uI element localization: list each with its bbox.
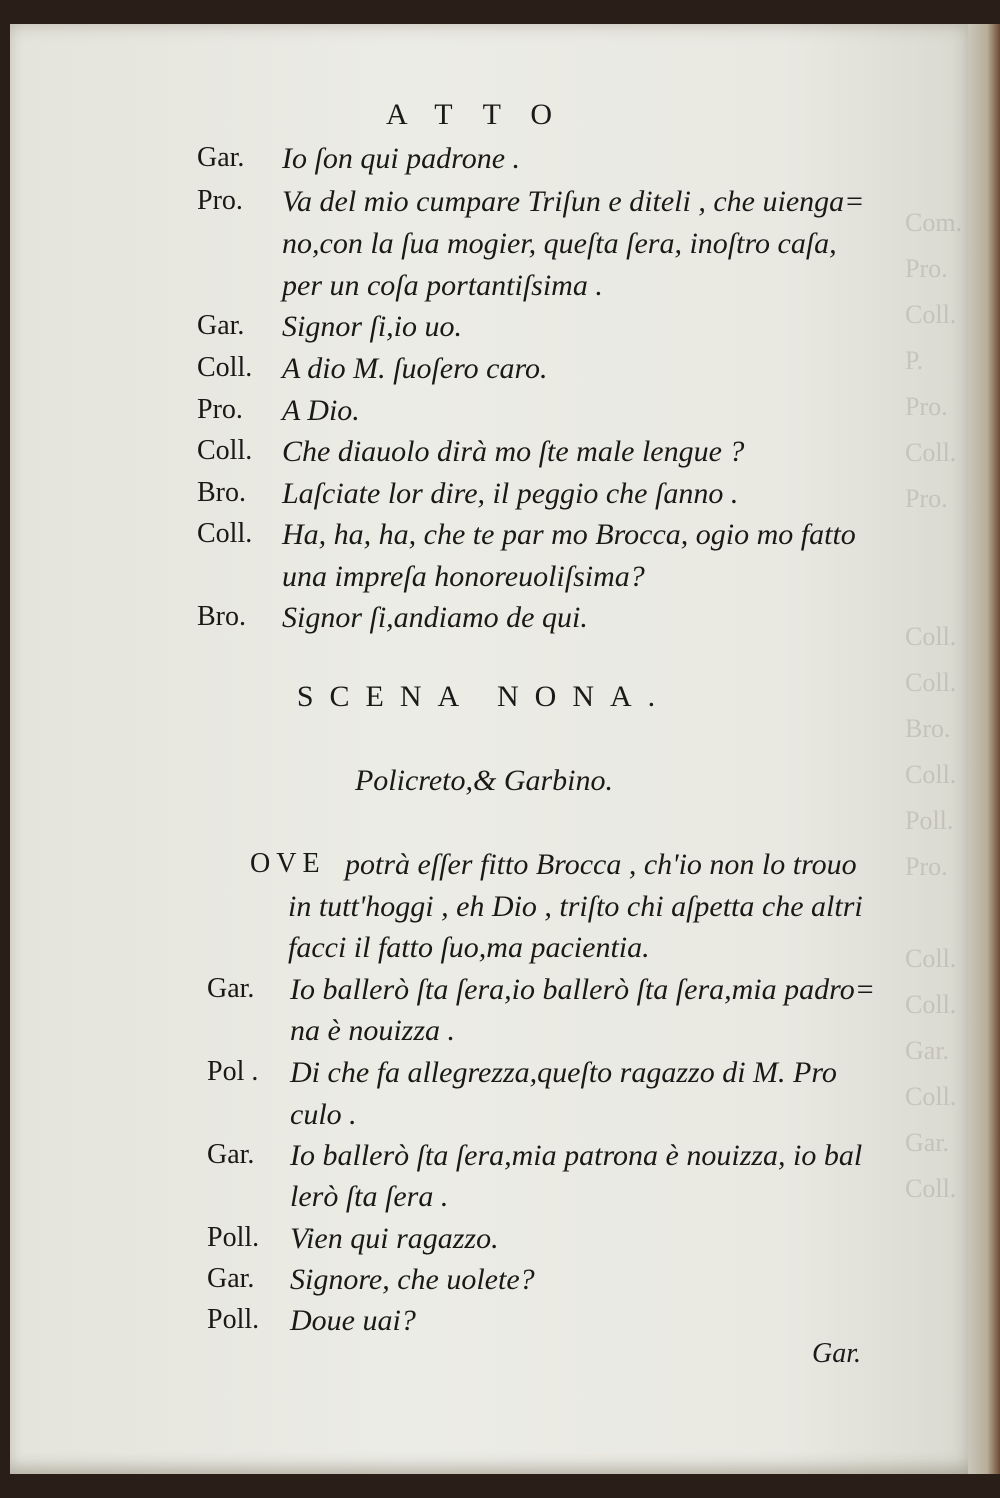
speaker-label: Pro. bbox=[197, 394, 243, 425]
speaker-label: Gar. bbox=[207, 1263, 255, 1294]
scene-characters: Policreto,& Garbino. bbox=[354, 764, 614, 797]
dialogue-line: Che diauolo dirà mo ſte male lengue ? bbox=[282, 435, 745, 468]
show-through-text: Com. Pro. Coll. P. Pro. Coll. Pro. Coll. Coll. Bro. Coll. Poll. Pro. Coll. Coll. Gar. Coll. Gar. Coll. bbox=[905, 208, 963, 1203]
dialogue-line: in tutt'hoggi , eh Dio , triſto chi aſpetta che altri bbox=[288, 890, 863, 923]
drop-cap: OVE bbox=[250, 848, 326, 879]
speaker-label: Gar. bbox=[197, 142, 245, 173]
dialogue-line: Signor ſi,andiamo de qui. bbox=[282, 601, 588, 634]
speaker-label: Pol . bbox=[207, 1056, 259, 1087]
dialogue-line: una impreſa honoreuoliſsima? bbox=[282, 560, 645, 593]
speaker-label: Gar. bbox=[197, 310, 245, 341]
speaker-label: Bro. bbox=[197, 601, 246, 632]
scene-title: SCENA NONA. bbox=[296, 680, 672, 713]
dialogue-line: Signore, che uolete? bbox=[290, 1263, 535, 1296]
dialogue-line: no,con la ſua mogier, queſta ſera, inoſtro caſa, bbox=[282, 227, 837, 260]
dialogue-line: Doue uai? bbox=[290, 1304, 416, 1337]
speaker-label: Bro. bbox=[197, 477, 246, 508]
running-header: ATTO bbox=[385, 98, 583, 131]
dialogue-line: facci il fatto ſuo,ma pacientia. bbox=[288, 931, 650, 964]
speaker-label: Poll. bbox=[207, 1304, 260, 1335]
speaker-label: Coll. bbox=[197, 435, 253, 466]
speaker-label: Gar. bbox=[207, 973, 255, 1004]
dialogue-line: Va del mio cumpare Triſun e diteli , che uienga= bbox=[282, 185, 865, 218]
dialogue-line: lerò ſta ſera . bbox=[290, 1180, 449, 1213]
dialogue-line: Signor ſi,io uo. bbox=[282, 310, 463, 343]
catchword: Gar. bbox=[812, 1338, 862, 1369]
dialogue-line: per un coſa portantiſsima . bbox=[282, 269, 603, 302]
speaker-label: Coll. bbox=[197, 518, 253, 549]
dialogue-line: na è nouizza . bbox=[290, 1014, 455, 1047]
dialogue-line: Io ſon qui padrone . bbox=[282, 142, 521, 175]
dialogue-line: culo . bbox=[290, 1098, 357, 1131]
speaker-label: Gar. bbox=[207, 1139, 255, 1170]
dialogue-line: Io ballerò ſta ſera,mia patrona è nouizza, io bal bbox=[290, 1139, 863, 1172]
speaker-label: Poll. bbox=[207, 1222, 260, 1253]
dialogue-line: Vien qui ragazzo. bbox=[290, 1222, 499, 1255]
dialogue-line: A dio M. ſuoſero caro. bbox=[282, 352, 548, 385]
dialogue-line: A Dio. bbox=[282, 394, 360, 427]
dialogue-line: Io ballerò ſta ſera,io ballerò ſta ſera,mia padro= bbox=[290, 973, 875, 1006]
speaker-label: Coll. bbox=[197, 352, 253, 383]
dialogue-line: Di che fa allegrezza,queſto ragazzo di M. Pro bbox=[290, 1056, 837, 1089]
dialogue-line: Laſciate lor dire, il peggio che ſanno . bbox=[282, 477, 739, 510]
dialogue-line: Ha, ha, ha, che te par mo Brocca, ogio mo fatto bbox=[282, 518, 856, 551]
speaker-label: Pro. bbox=[197, 185, 243, 216]
dialogue-line: potrà eſſer fitto Brocca , ch'io non lo trouo bbox=[345, 848, 857, 881]
